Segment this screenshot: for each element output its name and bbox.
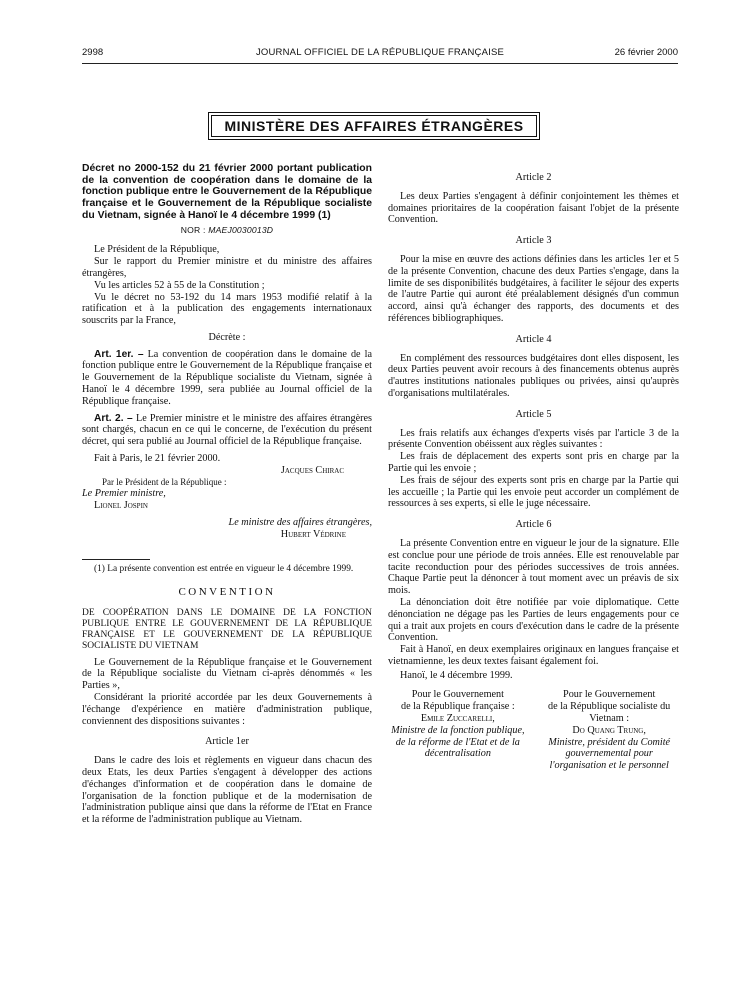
pm-name: Lionel Jospin [94,500,148,512]
header-rule [82,63,678,64]
decrete-heading: Décrète : [208,331,246,343]
signatory-title: Ministre de la fonction publique, de la réforme de l'Etat et de la décentralisation [391,724,525,760]
signatures [388,689,679,772]
convention-intro-1: Le Gouvernement de la République française et le Gouvernement de la République socialiste du Vietnam ci-après dénommés « les Parties », [82,656,372,692]
done-at: Fait à Paris, le 21 février 2000. [94,453,221,465]
convention-heading: CONVENTION [178,585,276,598]
signature-france: Pour le Gouvernement de la République française : Emile Zuccarelli, Ministre de la fonction publique, de la réforme de l'Etat et de la décentralisation [388,689,528,772]
article-2-text: Les deux Parties s'engagent à définir conjointement les thèmes et domaines prioritaires de la coopération faisant l'objet de la présente Convention. [388,190,679,226]
decree-title: Décret no 2000-152 du 21 février 2000 portant publication de la convention de coopération dans le domaine de la fonction publique entre le Gouvernement de la République française et le Gouvernement de la République socialiste du Vietnam, signée à Hanoï le 4 décembre 1999 (1) [82,163,372,221]
article-3-heading: Article 3 [515,235,552,247]
art2-label: Art. 2. – [94,412,133,424]
article-5-para: Les frais relatifs aux échanges d'experts visés par l'article 3 de la présente Convention obéissent aux règles suivantes : [388,427,679,451]
issue-date: 26 février 2000 [614,47,678,58]
convention-subtitle: DE COOPÉRATION DANS LE DOMAINE DE LA FONCTION PUBLIQUE ENTRE LE GOUVERNEMENT DE LA RÉPUBLIQUE FRANÇAISE ET LE GOUVERNEMENT DE LA RÉPUBLIQUE SOCIALISTE DU VIETNAM [82,608,372,651]
nor-reference: NOR : MAEJ0030013D [180,224,274,235]
journal-title: JOURNAL OFFICIEL DE LA RÉPUBLIQUE FRANÇAISE [255,47,505,58]
article-2-heading: Article 2 [515,172,552,183]
place-date: Hanoï, le 4 décembre 1999. [400,669,513,681]
ministry-banner: MINISTÈRE DES AFFAIRES ÉTRANGÈRES [208,112,540,140]
signatory-title: Ministre, président du Comité gouvernemental pour l'organisation et le personnel [548,736,671,772]
article-6-para: La dénonciation doit être notifiée par voie diplomatique. Cette dénonciation ne dégage pas les Parties de leurs engagements pour ce qui a trait aux projets en cours d'exécution dans le cadre de la présente Convention. [388,596,679,644]
article-4-heading: Article 4 [515,333,552,345]
article-3-text: Pour la mise en œuvre des actions définies dans les articles 1er et 5 de la présente Convention, chacune des deux Parties s'engage, dans la limite de ses disponibilités budgétaires, à faciliter le séjour des experts de l'autre Partie qui auront été préalablement désignés d'un commun accord, ainsi qu'à échanger des rapports, des documents et des références bibliographiques. [388,253,679,324]
page-header [82,47,678,61]
footnote: (1) La présente convention est entrée en vigueur le 4 décembre 1999. [94,563,354,574]
president-name: Jacques Chirac [280,464,344,476]
art1-label: Art. 1er. – [94,348,144,360]
article-5-para: Les frais de séjour des experts sont pris en charge par la Partie qui les accueille ; la Partie qui les envoie peut accorder un complément de ressources à ses experts, si elle le juge nécessaire. [388,474,679,510]
article-4-text: En complément des ressources budgétaires dont elles disposent, les deux Parties peuvent avoir recours à des financements obtenus auprès d'autres institutions nationales publiques ou privées, ainsi qu'auprès d'organisations multilatérales. [388,352,679,399]
nor-value: MAEJ0030013D [208,224,274,235]
decree-article-2: Art. 2. – Le Premier ministre et le ministre des affaires étrangères sont chargés, chacun en ce qui le concerne, de l'exécution du présent décret, qui sera publié au Journal officiel de la République française. [82,412,373,448]
decree-article-1: Art. 1er. – La convention de coopération dans le domaine de la fonction publique entre le Gouvernement de la République française et le Gouvernement de la République socialiste du Vietnam, signée à Hanoï le 4 décembre 1999, sera publiée au Journal officiel de la République française. [82,348,372,407]
preamble-line: Vu les articles 52 à 55 de la Constitution ; [94,279,265,291]
article-6-para: La présente Convention entre en vigueur le jour de la signature. Elle est conclue pour une période de trois années. Elle est renouvelable par tacite reconduction pour des périodes successives de trois années. Chaque Partie peut la dénoncer à tout moment avec un préavis de six mois. [388,537,679,597]
preamble-line: Le Président de la République, [94,244,220,256]
article-5-para: Les frais de déplacement des experts sont pris en charge par la Partie qui les envoie ; [388,451,679,474]
pm-title: Le Premier ministre, [82,488,166,500]
right-column [388,163,679,772]
left-column [82,163,373,826]
article-5-heading: Article 5 [515,408,552,420]
signature-vietnam: Pour le Gouvernement de la République socialiste du Vietnam : Do Quang Trung, Ministre, président du Comité gouvernemental pour l'organisation et le personnel [539,689,679,772]
minister-name: Hubert Védrine [280,528,346,540]
signatory-name: Emile Zuccarelli, [420,713,495,725]
convention-intro-2: Considérant la priorité accordée par les deux Gouvernements à l'échange d'expérience en matière d'administration publique, conviennent des dispositions suivantes : [82,692,372,727]
by-president: Par le Président de la République : [102,476,227,487]
preamble-line: Vu le décret no 53-192 du 14 mars 1953 modifié relatif à la ratification et à la publication des engagements internationaux souscrits par la France, [82,291,372,327]
signatory-name: Do Quang Trung, [572,724,646,736]
article-6-para: Fait à Hanoï, en deux exemplaires originaux en langues française et vietnamienne, les deux textes faisant également foi. [388,644,679,667]
article-6-heading: Article 6 [515,519,552,531]
footnote-rule [82,559,150,560]
article-1-heading: Article 1er [205,736,249,748]
page-number: 2998 [82,47,104,58]
minister-title: Le ministre des affaires étrangères, [228,517,372,529]
preamble-line: Sur le rapport du Premier ministre et du ministre des affaires étrangères, [82,256,372,279]
article-1-text: Dans le cadre des lois et règlements en vigueur dans chacun des deux Etats, les deux Parties s'engagent à développer des actions d'échanges d'information et de coopération dans le domaine de l'organisation de la fonction publique et de la modernisation de l'administration publique ainsi que dans la réforme de l'Etat en France et la réforme de l'administration publique au Vietnam. [82,755,372,826]
